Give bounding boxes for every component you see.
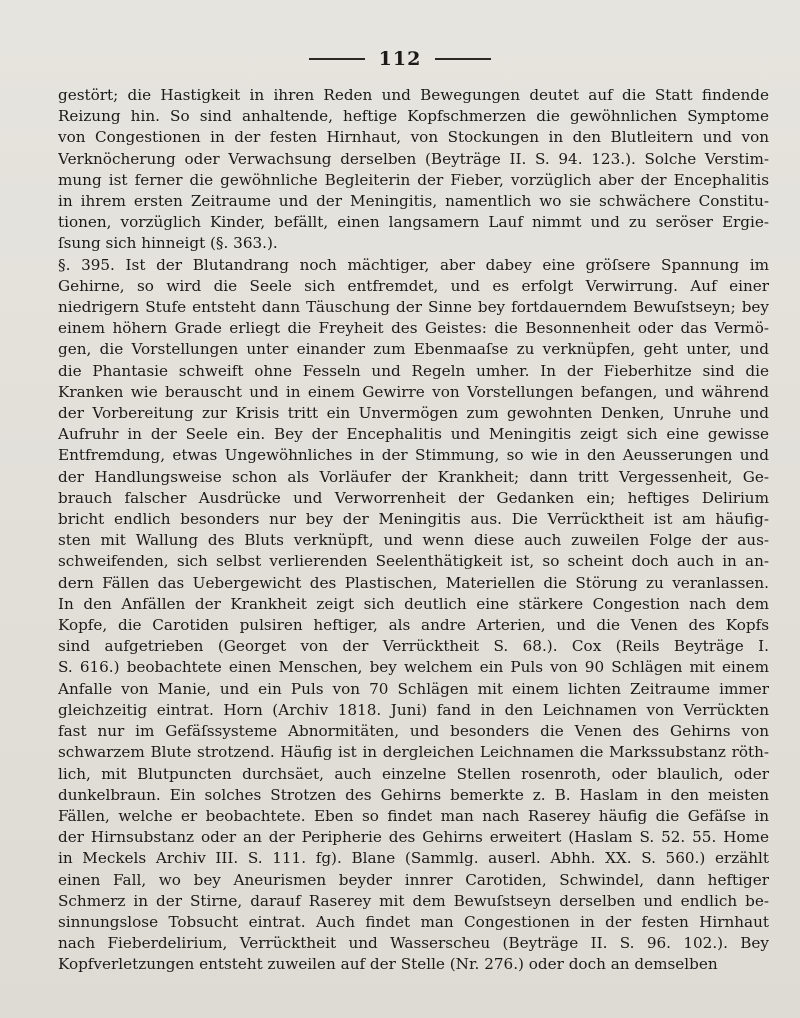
text-line: gestört; die Hastigkeit in ihren Reden und Bewegungen deutet auf die Statt findende xyxy=(58,86,769,104)
text-line: bricht endlich besonders nur bey der Meningitis aus. Die Verrücktheit ist am häufig- xyxy=(58,510,769,529)
text-line: fast nur im Gefäſssysteme Abnormitäten, und besonders die Venen des Gehirns von xyxy=(58,722,769,741)
text-line: Gehirne, so wird die Seele sich entfremdet, und es erfolgt Verwirrung. Auf einer xyxy=(58,276,769,295)
text-line: in Meckels Archiv III. S. 111. fg). Blane (Sammlg. auserl. Abhh. XX. S. 560.) erzählt xyxy=(58,849,769,868)
text-line: Aufruhr in der Seele ein. Bey der Encephalitis und Meningitis zeigt sich eine gewisse xyxy=(58,425,769,444)
text-line: Reizung hin. So sind anhaltende, heftige Kopfschmerzen die gewöhnlichen Symptome xyxy=(58,107,769,126)
text-line: ſsung sich hinneigt (§. 363.). xyxy=(58,234,278,253)
text-line: der Vorbereitung zur Krisis tritt ein Unvermögen zum gewohnten Denken, Unruhe und xyxy=(58,404,769,423)
text-line: der Hirnsubstanz oder an der Peripherie des Gehirns erweitert (Haslam S. 52. 55. Home xyxy=(58,828,769,847)
text-line: §. 395. Ist der Blutandrang noch mächtiger, aber dabey eine gröſsere Spannung im xyxy=(58,255,769,274)
text-line: sind aufgetrieben (Georget von der Verrücktheit S. 68.). Cox (Reils Beyträge I. xyxy=(58,637,769,656)
text-line: der Handlungsweise schon als Vorläufer der Krankheit; dann tritt Vergessenheit, Ge- xyxy=(58,467,769,486)
text-line: Kranken wie berauscht und in einem Gewirre von Vorstellungen befangen, und während xyxy=(58,382,769,401)
text-line: schweifenden, sich selbst verlierenden Seelenthätigkeit ist, so scheint doch auch in an- xyxy=(58,552,769,571)
text-line: sten mit Wallung des Bluts verknüpft, und wenn diese auch zuweilen Folge der aus- xyxy=(58,531,769,550)
header-rule-right xyxy=(435,58,491,60)
text-line: schwarzem Blute strotzend. Häufig ist in dergleichen Leichnamen die Markssubstanz röth- xyxy=(58,743,769,762)
text-line: einen Fall, wo bey Aneurismen beyder innrer Carotiden, Schwindel, dann heftiger xyxy=(58,870,769,889)
text-line: von Congestionen in der festen Hirnhaut, von Stockungen in den Blutleitern und von xyxy=(58,128,769,147)
header-rule-left xyxy=(309,58,365,60)
text-line: Schmerz in der Stirne, darauf Raserey mit dem Bewuſstseyn derselben und endlich be- xyxy=(58,891,769,910)
text-line: Entfremdung, etwas Ungewöhnliches in der Stimmung, so wie in den Aeusserungen und xyxy=(58,446,769,465)
text-line: Kopfe, die Carotiden pulsiren heftiger, als andre Arterien, und die Venen des Kopfs xyxy=(58,616,769,635)
text-line: lich, mit Blutpuncten durchsäet, auch einzelne Stellen rosenroth, oder blaulich, oder xyxy=(58,764,769,783)
text-line: dunkelbraun. Ein solches Strotzen des Gehirns bemerkte z. B. Haslam in den meisten xyxy=(58,785,769,804)
text-line: Fällen, welche er beobachtete. Eben so findet man nach Raserey häufig die Gefäſse in xyxy=(58,806,769,825)
page-number: 112 xyxy=(378,48,422,70)
text-line: In den Anfällen der Krankheit zeigt sich deutlich eine stärkere Congestion nach dem xyxy=(58,594,769,613)
text-line: brauch falscher Ausdrücke und Verworrenheit der Gedanken ein; heftiges Delirium xyxy=(58,488,769,507)
text-line: gen, die Vorstellungen unter einander zum Ebenmaaſse zu verknüpfen, geht unter, und xyxy=(58,340,769,359)
text-line: S. 616.) beobachtete einen Menschen, bey welchem ein Puls von 90 Schlägen mit einem xyxy=(58,658,769,677)
page-header xyxy=(0,44,800,74)
text-line: mung ist ferner die gewöhnliche Begleiterin der Fieber, vorzüglich aber der Encephalitis xyxy=(58,170,769,189)
text-line: Kopfverletzungen entsteht zuweilen auf der Stelle (Nr. 276.) oder doch an demselben xyxy=(58,955,718,974)
text-line: die Phantasie schweift ohne Fesseln und Regeln umher. In der Fieberhitze sind die xyxy=(58,361,769,380)
text-line: nach Fieberdelirium, Verrücktheit und Wasserscheu (Beyträge II. S. 96. 102.). Bey xyxy=(58,934,769,953)
text-line: einem höhern Grade erliegt die Freyheit des Geistes: die Besonnenheit oder das Vermö- xyxy=(58,319,769,338)
body-text xyxy=(58,85,769,976)
text-line: dern Fällen das Uebergewicht des Plastischen, Materiellen die Störung zu veranlassen. xyxy=(58,573,769,592)
text-line: Verknöcherung oder Verwachsung derselben (Beyträge II. S. 94. 123.). Solche Verstim- xyxy=(58,149,769,168)
text-line: niedrigern Stufe entsteht dann Täuschung der Sinne bey fortdauerndem Bewuſstseyn; bey xyxy=(58,298,769,317)
text-line: tionen, vorzüglich Kinder, befällt, einen langsamern Lauf nimmt und zu seröser Ergie- xyxy=(58,213,769,232)
text-line: sinnungslose Tobsucht eintrat. Auch findet man Congestionen in der festen Hirnhaut xyxy=(58,912,769,931)
text-line: in ihrem ersten Zeitraume und der Meningitis, namentlich wo sie schwächere Constitu- xyxy=(58,192,769,211)
text-line: gleichzeitig eintrat. Horn (Archiv 1818. Juni) fand in den Leichnamen von Verrückten xyxy=(58,700,769,719)
text-line: Anfalle von Manie, und ein Puls von 70 Schlägen mit einem lichten Zeitraume immer xyxy=(58,679,769,698)
